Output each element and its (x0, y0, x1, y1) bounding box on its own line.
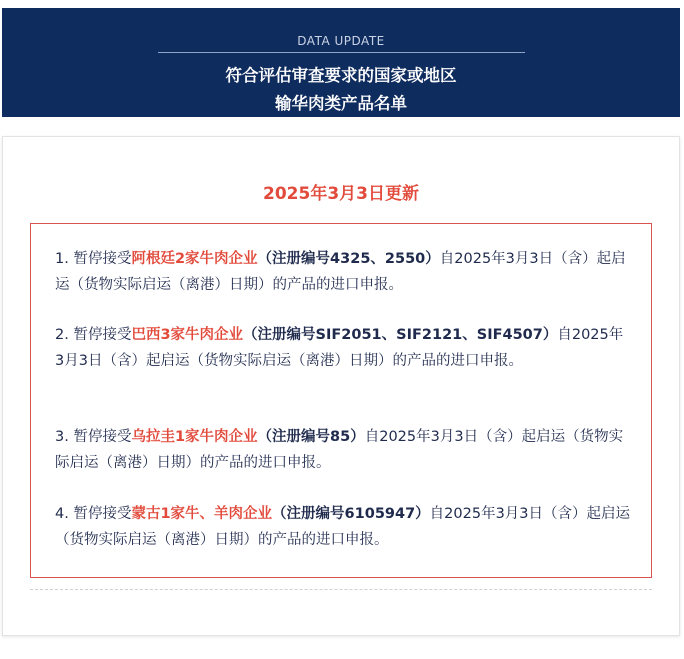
notice-item (55, 322, 631, 374)
header-banner (2, 8, 680, 117)
header-divider (158, 52, 525, 53)
notice-registration: （注册编号4325、2550） (257, 251, 440, 267)
header-title-line2: 输华肉类产品名单 (275, 94, 407, 113)
notice-highlight: 巴西3家牛肉企业 (131, 327, 244, 343)
header-title-line1: 符合评估审查要求的国家或地区 (225, 66, 457, 85)
notice-highlight: 乌拉圭1家牛肉企业 (131, 429, 258, 445)
header-label: DATA UPDATE (297, 34, 385, 48)
notice-box (30, 223, 652, 578)
notice-highlight: 蒙古1家牛、羊肉企业 (131, 506, 273, 522)
notice-highlight: 阿根廷2家牛肉企业 (131, 251, 258, 267)
notice-suffix: 自2025年3月3日（含）起启运（货物实际启运（离港）日期）的产品的进口申报。 (55, 506, 631, 548)
notice-suffix: 自2025年3月3日（含）起启运（货物实际启运（离港）日期）的产品的进口申报。 (55, 429, 624, 471)
notice-prefix: 3. 暂停接受 (55, 429, 132, 445)
notice-prefix: 4. 暂停接受 (55, 506, 132, 522)
notice-registration: （注册编号6105947） (272, 506, 430, 522)
notice-item (55, 246, 631, 298)
notice-registration: （注册编号SIF2051、SIF2121、SIF4507） (243, 327, 558, 343)
notice-prefix: 2. 暂停接受 (55, 327, 132, 343)
notice-suffix: 自2025年3月3日（含）起启运（货物实际启运（离港）日期）的产品的进口申报。 (55, 251, 626, 293)
notice-prefix: 1. 暂停接受 (55, 251, 132, 267)
update-date: 2025年3月3日更新 (263, 184, 419, 204)
dashed-divider (30, 589, 652, 590)
notice-item (55, 501, 631, 553)
content-card (2, 136, 680, 636)
notice-item (55, 424, 631, 476)
notice-registration: （注册编号85） (257, 429, 365, 445)
notice-suffix: 自2025年3月3日（含）起启运（货物实际启运（离港）日期）的产品的进口申报。 (55, 327, 624, 369)
